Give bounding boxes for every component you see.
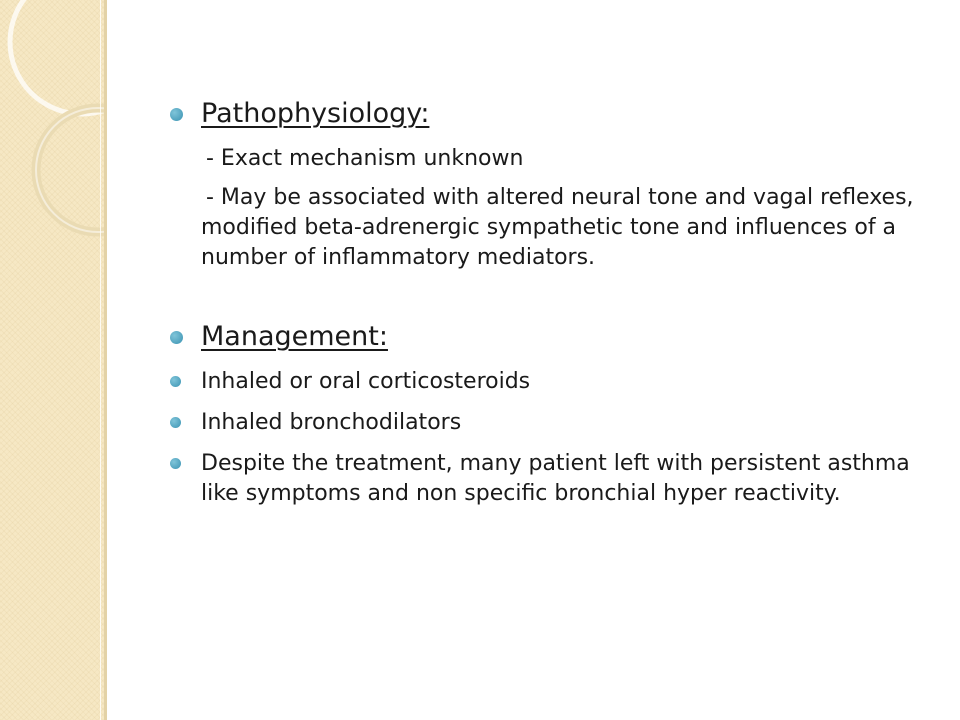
bullet-icon: [170, 417, 181, 428]
management-item-3: [170, 449, 930, 509]
management-item-2: [170, 408, 930, 438]
section-heading-management: [170, 319, 930, 355]
item-text: Inhaled bronchodilators: [201, 410, 462, 435]
bullet-icon: [170, 458, 181, 469]
deco-circle-medium-highlight: [36, 108, 104, 232]
slide-content: [170, 96, 930, 520]
deco-circle-medium: [36, 108, 104, 232]
pathophysiology-line-2-text: - May be associated with altered neural tone and vagal reflexes, modified beta-adrenergic sympathetic tone and influences of a number of inflammatory mediators.: [201, 185, 914, 270]
band-edge-line: [104, 0, 107, 720]
band-inner-line: [100, 0, 101, 720]
bullet-icon: [170, 376, 181, 387]
heading-label: Management:: [201, 321, 388, 352]
item-text: Inhaled or oral corticosteroids: [201, 369, 531, 394]
section-spacer: [170, 273, 930, 319]
deco-circle-large: [10, 0, 104, 114]
bullet-icon: [170, 108, 183, 121]
decorative-circles: [0, 0, 104, 720]
item-text: Despite the treatment, many patient left with persistent asthma like symptoms and non specific bronchial hyper reactivity.: [201, 451, 910, 506]
management-item-1: [170, 367, 930, 397]
decorative-side-band: [0, 0, 104, 720]
heading-label: Pathophysiology:: [201, 98, 430, 129]
bullet-icon: [170, 331, 183, 344]
section-heading-pathophysiology: [170, 96, 930, 132]
pathophysiology-line-2: [170, 183, 930, 273]
pathophysiology-line-1: - Exact mechanism unknown: [206, 146, 524, 171]
